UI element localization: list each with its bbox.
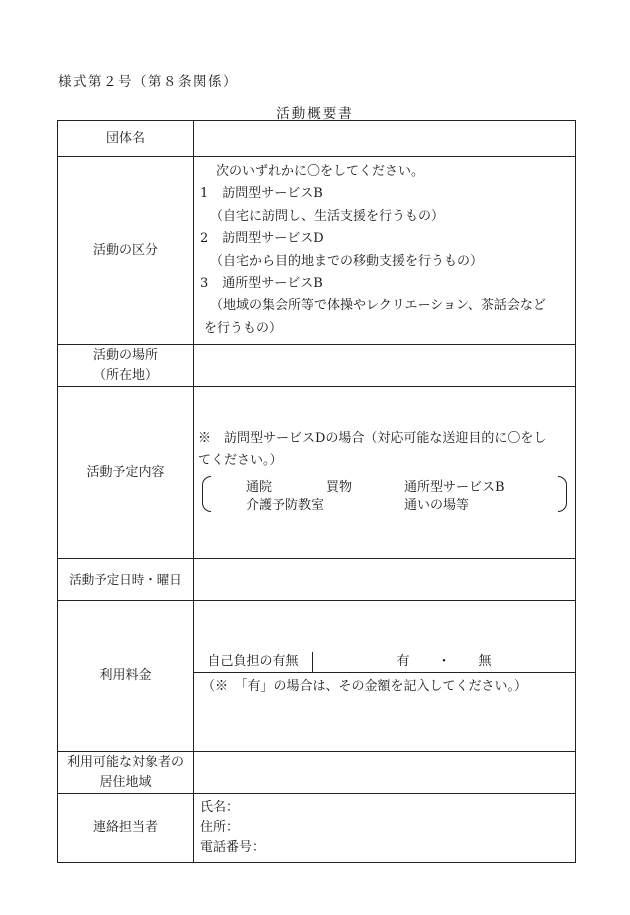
contact-label: 連絡担当者 bbox=[58, 794, 194, 863]
schedule-label: 活動予定日時・曜日 bbox=[58, 559, 194, 601]
contact-field[interactable] bbox=[194, 794, 576, 863]
purpose-care-prevention[interactable]: 介護予防教室 bbox=[246, 497, 325, 513]
row-activity-category bbox=[58, 157, 576, 345]
row-fee bbox=[58, 601, 576, 752]
form-number: 様式第２号（第８条関係） bbox=[58, 74, 238, 90]
burden-separator: ・ bbox=[437, 653, 451, 669]
row-activity-place bbox=[58, 345, 576, 387]
row-contact bbox=[58, 794, 576, 863]
right-bracket bbox=[558, 476, 567, 512]
place-field[interactable] bbox=[194, 345, 576, 387]
row-group-name bbox=[58, 121, 576, 157]
category-option-3-desc-cont: を行うもの） bbox=[204, 320, 283, 336]
schedule-field[interactable] bbox=[194, 559, 576, 601]
group-name-label: 団体名 bbox=[58, 121, 194, 157]
burden-yes[interactable]: 有 bbox=[396, 653, 410, 669]
contact-address-label: 住所： bbox=[200, 820, 240, 836]
purpose-day-service-b[interactable]: 通所型サービスB bbox=[404, 479, 505, 495]
place-label-line1: 活動の場所 bbox=[92, 347, 158, 363]
category-label: 活動の区分 bbox=[58, 157, 194, 345]
transport-purpose-bracket bbox=[198, 474, 569, 514]
row-residence-area bbox=[58, 752, 576, 794]
purpose-gathering-place[interactable]: 通いの場等 bbox=[404, 497, 470, 513]
contact-phone-label: 電話番号： bbox=[200, 840, 266, 856]
row-schedule bbox=[58, 559, 576, 601]
category-option-3[interactable] bbox=[200, 273, 569, 295]
plan-field[interactable] bbox=[194, 387, 576, 559]
option-name: 訪問型サービスD bbox=[222, 231, 324, 247]
area-label-line1: 利用可能な対象者の bbox=[66, 754, 184, 770]
contact-name-label: 氏名： bbox=[200, 800, 240, 816]
document-title: 活動概要書 bbox=[276, 106, 354, 122]
group-name-field[interactable] bbox=[194, 121, 576, 157]
fee-note: （※ 「有」の場合は、その金額を記入してください。） bbox=[202, 678, 528, 694]
activity-summary-table bbox=[57, 120, 576, 863]
fee-label: 利用料金 bbox=[58, 601, 194, 752]
category-option-2[interactable] bbox=[200, 228, 569, 250]
category-instruction: 次のいずれかに〇をしてください。 bbox=[216, 164, 425, 179]
option-number: 1 bbox=[200, 186, 209, 202]
area-label-line2: 居住地域 bbox=[99, 774, 152, 790]
category-field[interactable] bbox=[194, 157, 576, 345]
option-number: 3 bbox=[200, 276, 209, 292]
purpose-hospital[interactable]: 通院 bbox=[246, 479, 273, 495]
option-name: 訪問型サービスB bbox=[222, 186, 323, 202]
category-option-1[interactable] bbox=[200, 183, 569, 205]
plan-label: 活動予定内容 bbox=[58, 387, 194, 559]
plan-note-line1: ※ 訪問型サービスDの場合（対応可能な送迎目的に〇をし bbox=[198, 430, 547, 446]
row-activity-plan bbox=[58, 387, 576, 559]
option-number: 2 bbox=[200, 231, 209, 247]
burden-row bbox=[194, 652, 575, 673]
option-name: 通所型サービスB bbox=[222, 276, 323, 292]
burden-label: 自己負担の有無 bbox=[194, 652, 313, 672]
fee-field[interactable] bbox=[194, 601, 576, 752]
burden-choice[interactable] bbox=[313, 652, 575, 672]
area-label bbox=[58, 752, 194, 794]
category-option-3-desc: （地域の集会所等で体操やレクリエーション、茶話会など bbox=[210, 298, 546, 314]
category-option-1-desc: （自宅に訪問し、生活支援を行うもの） bbox=[210, 208, 445, 224]
purpose-shopping[interactable]: 買物 bbox=[326, 479, 353, 495]
left-bracket bbox=[202, 476, 211, 512]
area-field[interactable] bbox=[194, 752, 576, 794]
place-label bbox=[58, 345, 194, 387]
plan-note-line2: てください。） bbox=[198, 452, 283, 468]
burden-no[interactable]: 無 bbox=[478, 653, 492, 669]
category-option-2-desc: （自宅から目的地までの移動支援を行うもの） bbox=[210, 253, 484, 269]
place-label-line2: （所在地） bbox=[92, 367, 158, 383]
